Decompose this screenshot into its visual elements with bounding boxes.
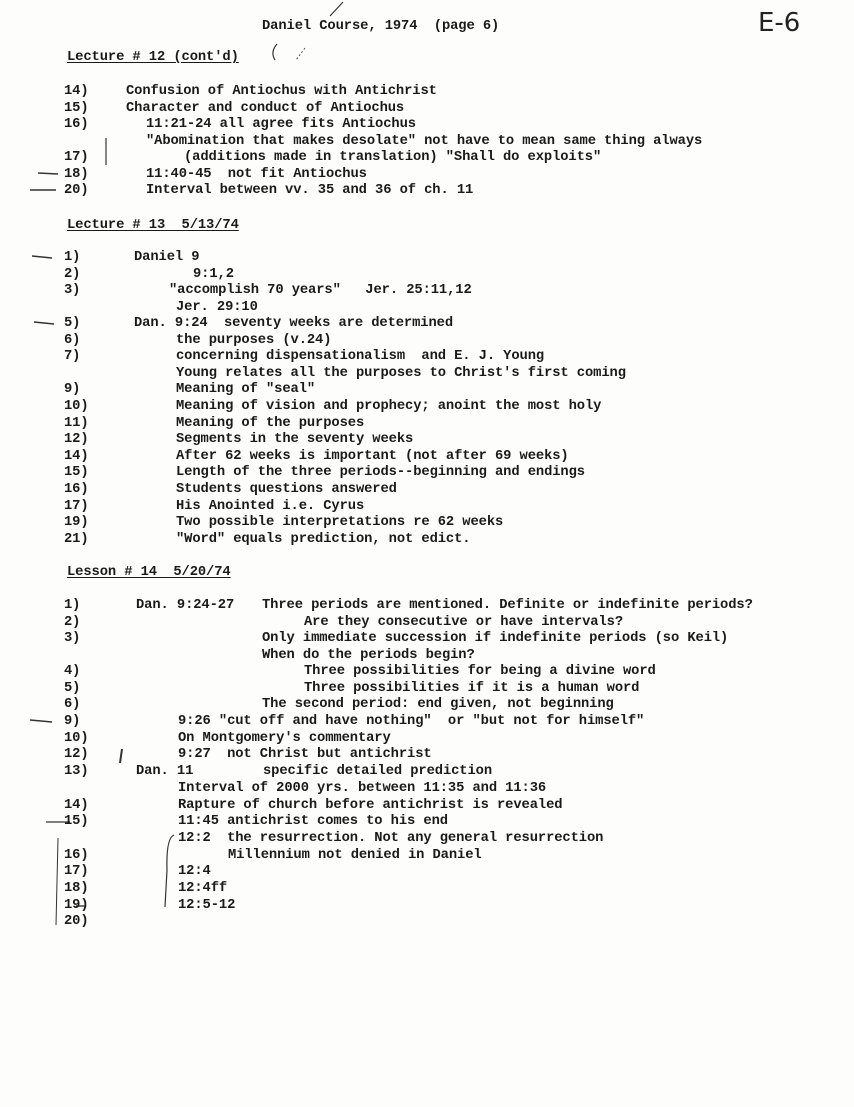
item-number: 20): [64, 914, 89, 929]
item-text: Three periods are mentioned. Definite or indefinite periods?: [262, 598, 753, 613]
item-text: The second period: end given, not beginning: [262, 697, 614, 712]
section-heading: Lecture # 12 (cont'd): [67, 50, 239, 65]
item-text: Three possibilities for being a divine word: [304, 664, 656, 679]
item-number: 9): [64, 382, 81, 397]
item-text: Length of the three periods--beginning and endings: [176, 465, 585, 480]
item-text: Interval of 2000 yrs. between 11:35 and 11:36: [178, 781, 547, 796]
item-text: 11:40-45 not fit Antiochus: [146, 167, 367, 182]
item-number: 16): [64, 482, 89, 497]
item-text: Three possibilities if it is a human word: [304, 681, 640, 696]
item-number: 6): [64, 697, 81, 712]
item-number: 15): [64, 814, 89, 829]
item-text: "Abomination that makes desolate" not have to mean same thing always: [146, 134, 703, 149]
item-text: Jer. 29:10: [176, 300, 258, 315]
item-text: Are they consecutive or have intervals?: [304, 615, 624, 630]
handwritten-page-mark: E-6: [758, 8, 801, 38]
item-number: 5): [64, 316, 81, 331]
item-text: Dan. 11: [136, 764, 194, 779]
item-text: 11:21-24 all agree fits Antiochus: [146, 117, 416, 132]
item-text: Rapture of church before antichrist is revealed: [178, 798, 563, 813]
item-text: (additions made in translation) "Shall do exploits": [184, 150, 602, 165]
item-number: 2): [64, 615, 81, 630]
item-number: 3): [64, 283, 81, 298]
item-text: concerning dispensationalism and E. J. Young: [176, 349, 545, 364]
item-number: 1): [64, 250, 81, 265]
item-text: Daniel 9: [134, 250, 200, 265]
item-text: 9:1,2: [193, 267, 234, 282]
item-text: Confusion of Antiochus with Antichrist: [126, 84, 437, 99]
item-text: 12:5-12: [178, 898, 236, 913]
item-text: "Word" equals prediction, not edict.: [176, 532, 471, 547]
item-text: 12:4ff: [178, 881, 228, 896]
section-heading: Lecture # 13 5/13/74: [67, 218, 239, 233]
item-number: 14): [64, 84, 89, 99]
item-text: Young relates all the purposes to Christ's first coming: [176, 366, 626, 381]
item-text: the purposes (v.24): [176, 333, 332, 348]
item-number: 1): [64, 598, 81, 613]
item-number: 16): [64, 117, 89, 132]
item-text: 9:26 "cut off and have nothing" or "but not for himself": [178, 714, 645, 729]
item-number: 4): [64, 664, 81, 679]
item-text: Meaning of the purposes: [176, 416, 365, 431]
item-text: Only immediate succession if indefinite periods (so Keil): [262, 631, 729, 646]
item-number: 17): [64, 864, 89, 879]
item-text: specific detailed prediction: [263, 764, 493, 779]
item-number: 17): [64, 150, 89, 165]
item-text: Students questions answered: [176, 482, 397, 497]
item-text: 12:2 the resurrection. Not any general resurrection: [178, 831, 604, 846]
item-text: Meaning of vision and prophecy; anoint the most holy: [176, 399, 602, 414]
item-text: Two possible interpretations re 62 weeks: [176, 515, 504, 530]
item-number: 10): [64, 399, 89, 414]
item-text: Character and conduct of Antiochus: [126, 101, 405, 116]
item-text: Millennium not denied in Daniel: [228, 848, 482, 863]
item-text: 9:27 not Christ but antichrist: [178, 747, 432, 762]
item-number: 12): [64, 432, 89, 447]
item-text: 12:4: [178, 864, 211, 879]
item-number: 2): [64, 267, 81, 282]
item-number: 7): [64, 349, 81, 364]
item-number: 14): [64, 798, 89, 813]
item-text: Interval between vv. 35 and 36 of ch. 11: [146, 183, 474, 198]
item-text: When do the periods begin?: [262, 648, 475, 663]
item-number: 3): [64, 631, 81, 646]
item-number: 14): [64, 449, 89, 464]
item-number: 19): [64, 515, 89, 530]
item-number: 5): [64, 681, 81, 696]
item-text: Segments in the seventy weeks: [176, 432, 414, 447]
item-text: Dan. 9:24 seventy weeks are determined: [134, 316, 454, 331]
item-number: 13): [64, 764, 89, 779]
item-number: 15): [64, 465, 89, 480]
item-text: Dan. 9:24-27: [136, 598, 235, 613]
item-text: "accomplish 70 years" Jer. 25:11,12: [169, 283, 472, 298]
item-number: 20): [64, 183, 89, 198]
section-heading: Lesson # 14 5/20/74: [67, 565, 231, 580]
item-text: 11:45 antichrist comes to his end: [178, 814, 448, 829]
item-number: 15): [64, 101, 89, 116]
item-number: 19): [64, 898, 89, 913]
item-number: 6): [64, 333, 81, 348]
item-number: 21): [64, 532, 89, 547]
item-text: His Anointed i.e. Cyrus: [176, 499, 365, 514]
item-number: 18): [64, 881, 89, 896]
item-text: Meaning of "seal": [176, 382, 316, 397]
item-number: 11): [64, 416, 89, 431]
item-number: 16): [64, 848, 89, 863]
item-text: On Montgomery's commentary: [178, 731, 391, 746]
item-number: 12): [64, 747, 89, 762]
item-number: 10): [64, 731, 89, 746]
item-text: After 62 weeks is important (not after 69 weeks): [176, 449, 569, 464]
item-number: 18): [64, 167, 89, 182]
item-number: 17): [64, 499, 89, 514]
document-title: Daniel Course, 1974 (page 6): [262, 19, 500, 34]
item-number: 9): [64, 714, 81, 729]
